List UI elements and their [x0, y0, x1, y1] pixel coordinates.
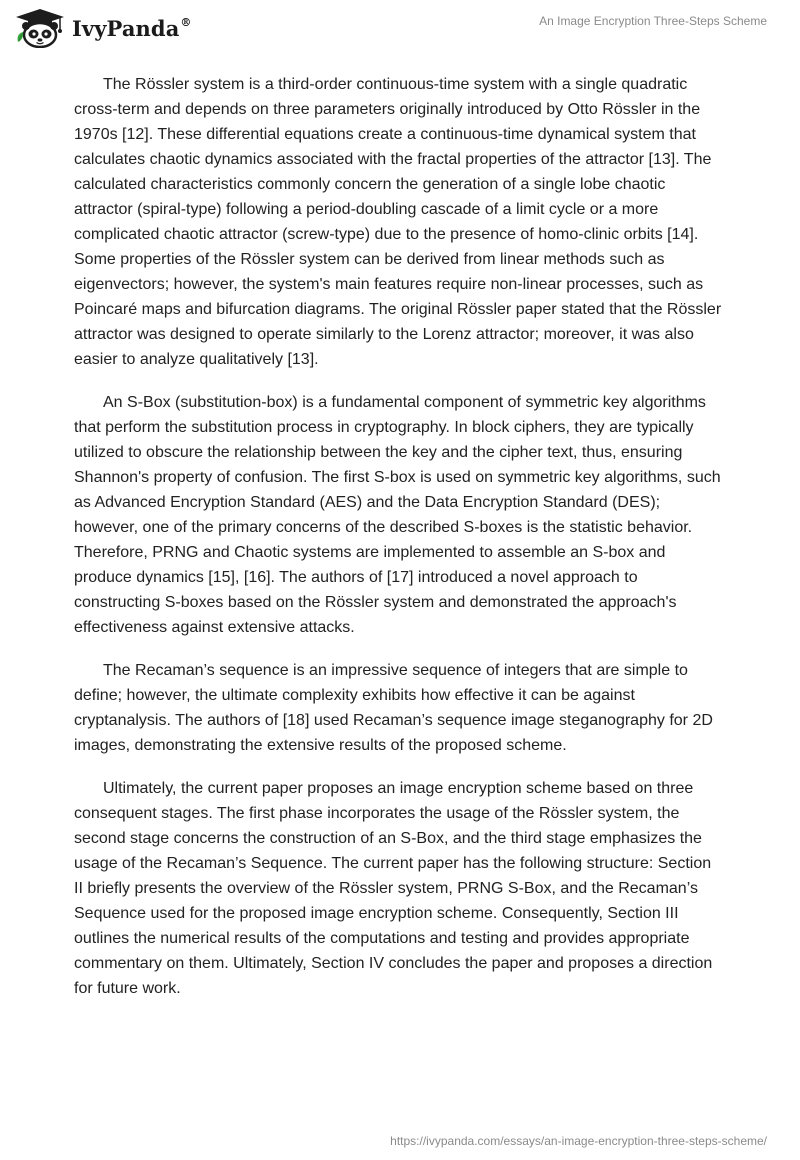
registered-mark: ®: [180, 15, 192, 29]
source-url[interactable]: https://ivypanda.com/essays/an-image-encryption-three-steps-scheme/: [390, 1134, 767, 1148]
essay-body: [74, 72, 724, 1019]
ivypanda-logo[interactable]: [14, 8, 192, 48]
paragraph-s-box: An S-Box (substitution-box) is a fundamental component of symmetric key algorithms that perform the substitution process in cryptography. In block ciphers, they are typically utilized to obscure the relationship between the key and the cipher text, thus, ensuring Shannon's property of confusion. The first S-box is used on symmetric key algorithms, such as Advanced Encryption Standard (AES) and the Data Encryption Standard (DES); however, one of the primary concerns of the described S-boxes is the statistic behavior. Therefore, PRNG and Chaotic systems are implemented to assemble an S-box and produce dynamics [15], [16]. The authors of [17] introduced a novel approach to constructing S-boxes based on the Rössler system and demonstrated the approach's effectiveness against extensive attacks.: [74, 394, 721, 636]
panda-graduate-icon: [14, 8, 66, 48]
paragraph-recaman-sequence: The Recaman’s sequence is an impressive sequence of integers that are simple to define; however, the ultimate complexity exhibits how effective it can be against cryptanalysis. The authors of [18] used Recaman’s sequence image steganography for 2D images, demonstrating the extensive results of the proposed scheme.: [74, 662, 713, 754]
logo-text: IvyPanda®: [72, 15, 192, 41]
page-header: [0, 0, 800, 60]
document-title: An Image Encryption Three-Steps Scheme: [539, 14, 767, 28]
paragraph-rossler-system: The Rössler system is a third-order continuous-time system with a single quadratic cross-term and depends on three parameters originally introduced by Otto Rössler in the 1970s [12]. These differential equations create a continuous-time dynamical system that calculates chaotic dynamics associated with the fractal properties of the attractor [13]. The calculated characteristics commonly concern the generation of a single lobe chaotic attractor (spiral-type) following a period-doubling cascade of a limit cycle or a more complicated chaotic attractor (screw-type) due to the presence of homo-clinic orbits [14]. Some properties of the Rössler system can be derived from linear methods such as eigenvectors; however, the system's main features require non-linear processes, such as Poincaré maps and bifurcation diagrams. The original Rössler paper stated that the Rössler attractor was designed to operate similarly to the Lorenz attractor; moreover, it was also easier to analyze qualitatively [13].: [74, 76, 722, 368]
paragraph-paper-structure: Ultimately, the current paper proposes an image encryption scheme based on three consequent stages. The first phase incorporates the usage of the Rössler system, the second stage concerns the construction of an S-Box, and the third stage emphasizes the usage of the Recaman’s Sequence. The current paper has the following structure: Section II briefly presents the overview of the Rössler system, PRNG S-Box, and the Recaman’s Sequence used for the proposed image encryption scheme. Consequently, Section III outlines the numerical results of the computations and testing and provides appropriate commentary on them. Ultimately, Section IV concludes the paper and proposes a direction for future work.: [74, 780, 713, 997]
